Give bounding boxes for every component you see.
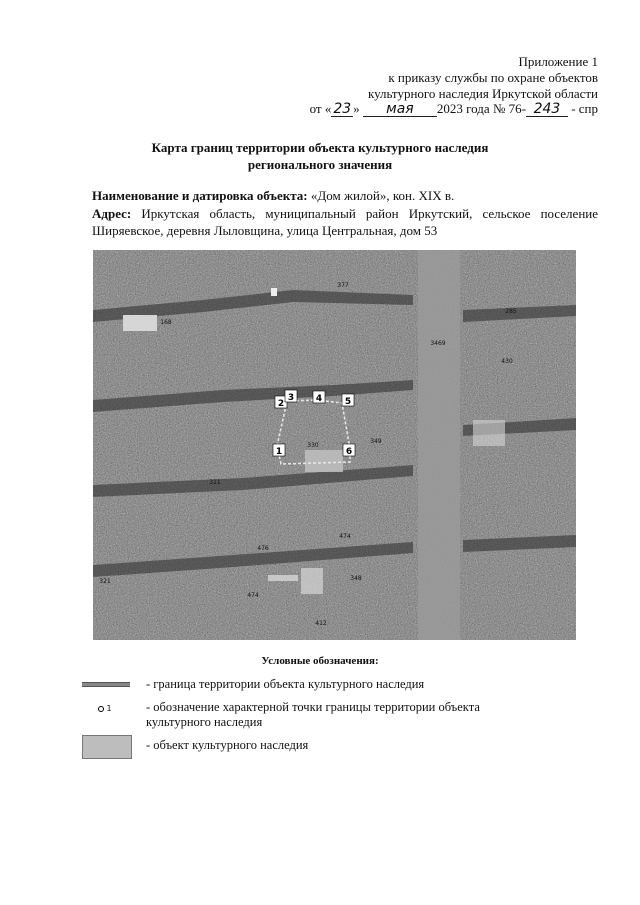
order-number-handwritten: 243 [526,102,568,117]
appendix-order-line: к приказу службы по охране объектов [388,70,598,85]
parcel-label: 349 [370,438,382,445]
legend-boundary-text: - граница территории объекта культурного наследия [146,677,425,691]
object-address-label: Адрес: [92,206,132,221]
parcel-label: 377 [337,282,349,289]
parcel-label: 321 [99,578,111,585]
parcel-label: 412 [315,620,327,627]
parcel-label: 476 [257,545,269,552]
map-marker [271,288,277,296]
order-suffix: - спр [571,101,598,116]
boundary-point-label: 5 [344,397,352,407]
legend-point-text: - обозначение характерной точки границы территории объекта культурного наследия [146,700,480,729]
map-road-vertical [418,250,460,640]
boundary-point-label: 3 [287,393,295,403]
object-name-value: «Дом жилой», кон. XIX в. [310,188,455,203]
legend-boundary-line-swatch [82,682,130,687]
parcel-label: 3469 [430,340,446,347]
date-prefix: от « [309,101,332,116]
appendix-title: Приложение 1 [518,54,598,69]
map-canvas [93,250,576,640]
legend-heritage-object-text: - объект культурного наследия [146,738,309,752]
legend-heritage-object-swatch [82,735,132,759]
object-name [92,187,598,204]
document-title-line2: регионального значения [247,157,393,172]
parcel-label: 311 [209,479,221,486]
point-marker-icon [98,706,104,712]
boundary-point-label: 4 [315,394,323,404]
parcel-label: 330 [307,442,319,449]
appendix-department-line: культурного наследия Иркутской области [367,86,598,101]
date-day-handwritten: 23 [333,101,352,117]
legend-point-swatch [98,704,112,713]
date-month-handwritten: мая [363,102,437,117]
appendix-date-line [310,102,598,117]
date-year: 2023 года № 76- [436,101,526,116]
boundary-point-label: 2 [277,399,285,409]
boundary-point-label: 1 [275,447,283,457]
parcel-label: 168 [160,319,172,326]
document-title-line1: Карта границ территории объекта культурного наследия [151,140,489,155]
parcel-label: 430 [501,358,513,365]
satellite-map [93,250,576,640]
object-address [92,205,598,239]
parcel-label: 474 [247,592,259,599]
boundary-point-label: 6 [345,447,353,457]
legend-point-number: 1 [106,704,112,713]
parcel-label: 285 [505,308,517,315]
object-address-value: Иркутская область, муниципальный район Иркутский, сельское поселение Ширяевское, деревня Лыловщина, улица Центральная, дом 53 [92,206,598,238]
object-name-label: Наименование и датировка объекта: [92,188,308,203]
date-mid: » [353,101,360,116]
heritage-object-footprint [305,450,343,472]
parcel-label: 348 [350,575,362,582]
legend-title: Условные обозначения: [261,655,379,667]
parcel-label: 474 [339,533,351,540]
